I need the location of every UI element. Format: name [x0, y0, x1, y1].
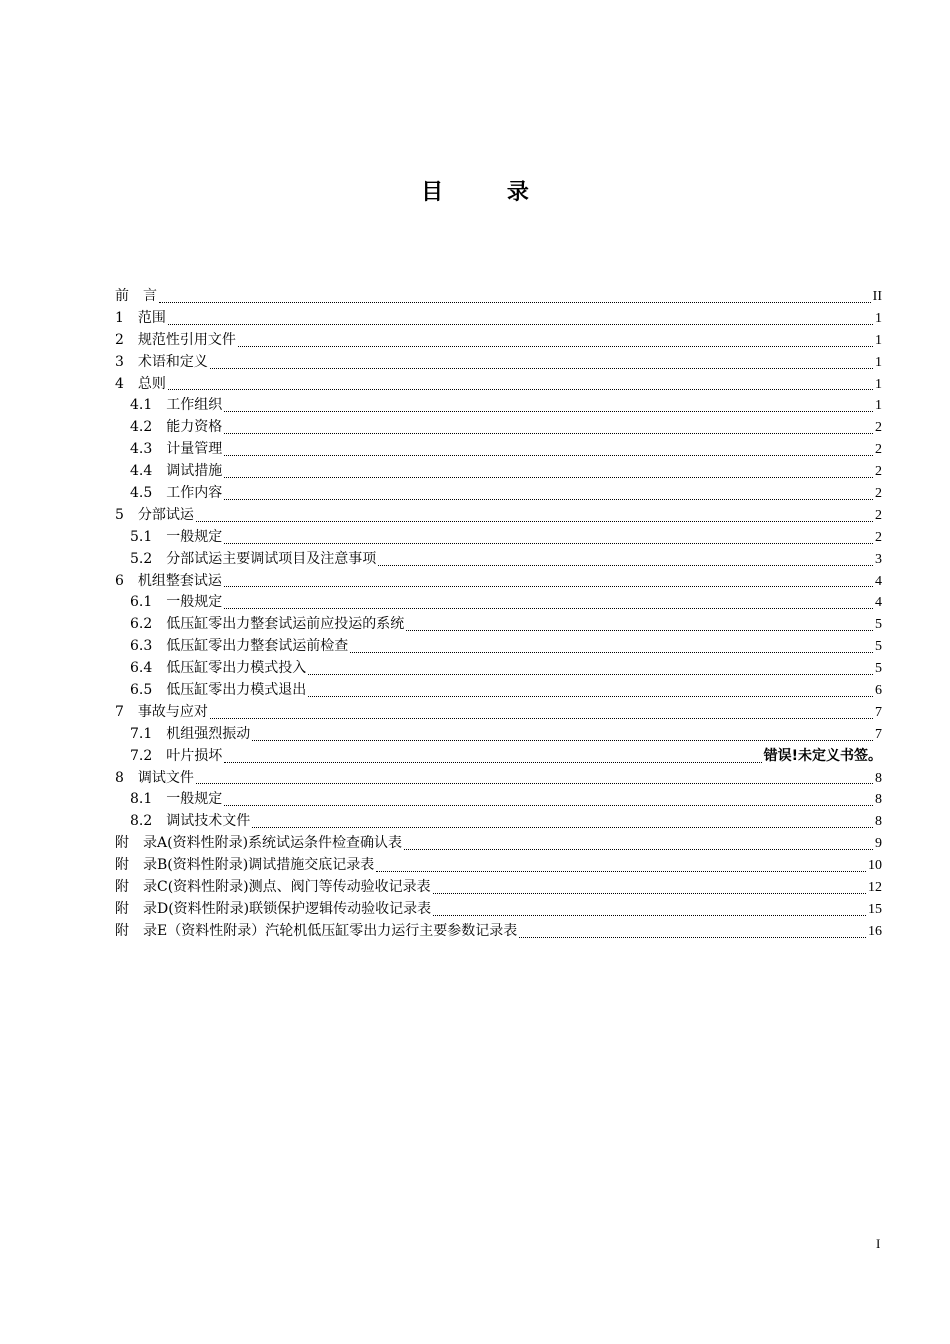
toc-entry-label: 4.5 工作内容 — [130, 485, 223, 501]
toc-entry-label: 4.3 计量管理 — [130, 441, 223, 458]
toc-entry[interactable] — [115, 768, 882, 790]
toc-entry-label: 3 术语和定义 — [115, 353, 208, 370]
toc-entry-label: 附 录A(资料性附录)系统试运条件检查确认表 — [115, 835, 403, 852]
toc-entry[interactable] — [115, 811, 882, 833]
toc-entry[interactable] — [115, 833, 882, 855]
toc-entry[interactable] — [115, 527, 882, 549]
toc-entry-page: 6 — [875, 683, 882, 699]
toc-entry[interactable] — [115, 855, 882, 877]
toc-entry-page: 12 — [868, 880, 882, 896]
toc-entry-page: 7 — [875, 704, 882, 720]
dot-leader — [376, 870, 866, 872]
toc-entry[interactable] — [115, 308, 882, 330]
toc-entry-page: 16 — [868, 923, 882, 939]
toc-entry[interactable] — [115, 461, 882, 483]
dot-leader — [224, 410, 873, 412]
dot-leader — [224, 804, 873, 806]
dot-leader — [433, 914, 866, 916]
dot-leader — [350, 651, 873, 653]
toc-entry-page: 4 — [875, 595, 882, 611]
dot-leader — [378, 564, 873, 566]
toc-entry[interactable] — [115, 374, 882, 396]
toc-entry[interactable] — [115, 549, 882, 571]
toc-entry-page: 8 — [875, 814, 882, 830]
dot-leader — [238, 345, 873, 347]
toc-entry-page: 8 — [875, 770, 882, 786]
toc-entry-page: 1 — [875, 376, 882, 392]
toc-entry[interactable] — [115, 417, 882, 439]
toc-entry-page: 2 — [875, 507, 882, 523]
toc-entry-label: 前 言 — [115, 287, 157, 304]
dot-leader — [252, 826, 873, 828]
toc-entry-page: 1 — [875, 332, 882, 348]
dot-leader — [224, 585, 873, 587]
toc-entry-page: II — [872, 288, 882, 304]
toc-entry[interactable] — [115, 921, 882, 943]
toc-entry-page: 2 — [875, 442, 882, 458]
toc-entry[interactable] — [115, 286, 882, 308]
toc-entry-page: 1 — [875, 354, 882, 370]
toc-entry[interactable] — [115, 592, 882, 614]
toc-entry[interactable] — [115, 352, 882, 374]
toc-entry[interactable] — [115, 680, 882, 702]
toc-entry[interactable] — [115, 789, 882, 811]
dot-leader — [433, 892, 866, 894]
dot-leader — [224, 761, 761, 763]
dot-leader — [196, 520, 873, 522]
dot-leader — [159, 301, 871, 303]
dot-leader — [224, 498, 873, 500]
toc-entry[interactable] — [115, 746, 882, 768]
toc-entry[interactable] — [115, 330, 882, 352]
toc-entry-page: 1 — [875, 398, 882, 414]
table-of-contents — [115, 286, 882, 943]
toc-entry-page: 10 — [868, 858, 882, 874]
toc-entry-label: 附 录C(资料性附录)测点、阀门等传动验收记录表 — [115, 879, 431, 896]
toc-entry[interactable] — [115, 439, 882, 461]
dot-leader — [196, 782, 873, 784]
dot-leader — [210, 717, 873, 719]
dot-leader — [224, 432, 873, 434]
page-number: I — [876, 1236, 881, 1251]
toc-entry-label: 4.4 调试措施 — [130, 463, 223, 480]
toc-entry-label: 4 总则 — [115, 375, 166, 392]
dot-leader — [308, 695, 873, 697]
toc-entry-page: 2 — [875, 420, 882, 436]
toc-entry-label: 4.2 能力资格 — [130, 419, 223, 436]
toc-entry-page: 2 — [875, 486, 882, 501]
toc-entry-label: 7.2 叶片损坏 — [130, 747, 223, 764]
toc-entry-label: 7 事故与应对 — [115, 703, 208, 720]
toc-entry-page: 2 — [875, 464, 882, 480]
dot-leader — [224, 476, 873, 478]
toc-entry-label: 附 录B(资料性附录)调试措施交底记录表 — [115, 857, 375, 874]
dot-leader — [519, 936, 866, 938]
dot-leader — [406, 629, 873, 631]
dot-leader — [224, 607, 873, 609]
toc-entry-page: 15 — [868, 901, 882, 917]
toc-entry-label: 2 规范性引用文件 — [115, 331, 236, 348]
toc-entry[interactable] — [115, 899, 882, 921]
dot-leader — [224, 454, 873, 456]
dot-leader — [168, 388, 873, 390]
toc-entry-page: 5 — [875, 661, 882, 677]
toc-entry-label: 6.4 低压缸零出力模式投入 — [130, 660, 307, 677]
dot-leader — [404, 848, 873, 850]
toc-entry-label: 6 机组整套试运 — [115, 572, 222, 589]
toc-entry[interactable] — [115, 505, 882, 527]
toc-entry[interactable] — [115, 483, 882, 505]
dot-leader — [168, 323, 873, 325]
toc-entry-label: 8.2 调试技术文件 — [130, 813, 251, 830]
toc-entry-page: 5 — [875, 639, 882, 655]
toc-entry-label: 6.2 低压缸零出力整套试运前应投运的系统 — [130, 616, 405, 633]
toc-entry[interactable] — [115, 571, 882, 593]
toc-entry-label: 7.1 机组强烈振动 — [130, 725, 251, 742]
toc-entry[interactable] — [115, 395, 882, 417]
toc-entry-label: 6.3 低压缸零出力整套试运前检查 — [130, 638, 349, 655]
toc-entry[interactable] — [115, 658, 882, 680]
toc-entry[interactable] — [115, 636, 882, 658]
toc-entry-label: 附 录E（资料性附录）汽轮机低压缸零出力运行主要参数记录表 — [115, 922, 518, 939]
toc-entry-label: 8 调试文件 — [115, 769, 194, 786]
toc-entry-page: 5 — [875, 617, 882, 633]
toc-entry[interactable] — [115, 877, 882, 899]
toc-entry-page: 8 — [875, 792, 882, 808]
toc-entry-page: 2 — [875, 529, 882, 545]
toc-entry[interactable] — [115, 724, 882, 746]
toc-entry-label: 6.5 低压缸零出力模式退出 — [130, 682, 307, 699]
toc-entry-page: 9 — [875, 836, 882, 852]
dot-leader — [224, 542, 873, 544]
toc-entry-label: 8.1 一般规定 — [130, 791, 223, 808]
toc-entry-page: 3 — [875, 551, 882, 567]
toc-entry-page: 4 — [875, 573, 882, 589]
toc-entry[interactable] — [115, 702, 882, 724]
toc-entry-page: 7 — [875, 726, 882, 742]
toc-entry[interactable] — [115, 614, 882, 636]
toc-entry-error: 错误!未定义书签。 — [763, 747, 882, 764]
dot-leader — [308, 673, 873, 675]
dot-leader — [252, 739, 873, 741]
toc-entry-label: 5.1 一般规定 — [130, 528, 223, 545]
toc-entry-label: 6.1 一般规定 — [130, 594, 223, 611]
toc-entry-label: 4.1 工作组织 — [130, 397, 223, 414]
toc-entry-label: 1 范围 — [115, 309, 166, 326]
toc-entry-label: 5 分部试运 — [115, 506, 194, 523]
dot-leader — [210, 367, 873, 369]
toc-entry-page: 1 — [875, 310, 882, 326]
toc-entry-label: 5.2 分部试运主要调试项目及注意事项 — [130, 550, 377, 567]
toc-entry-label: 附 录D(资料性附录)联锁保护逻辑传动验收记录表 — [115, 900, 432, 917]
page-title: 目 录 — [421, 180, 557, 205]
